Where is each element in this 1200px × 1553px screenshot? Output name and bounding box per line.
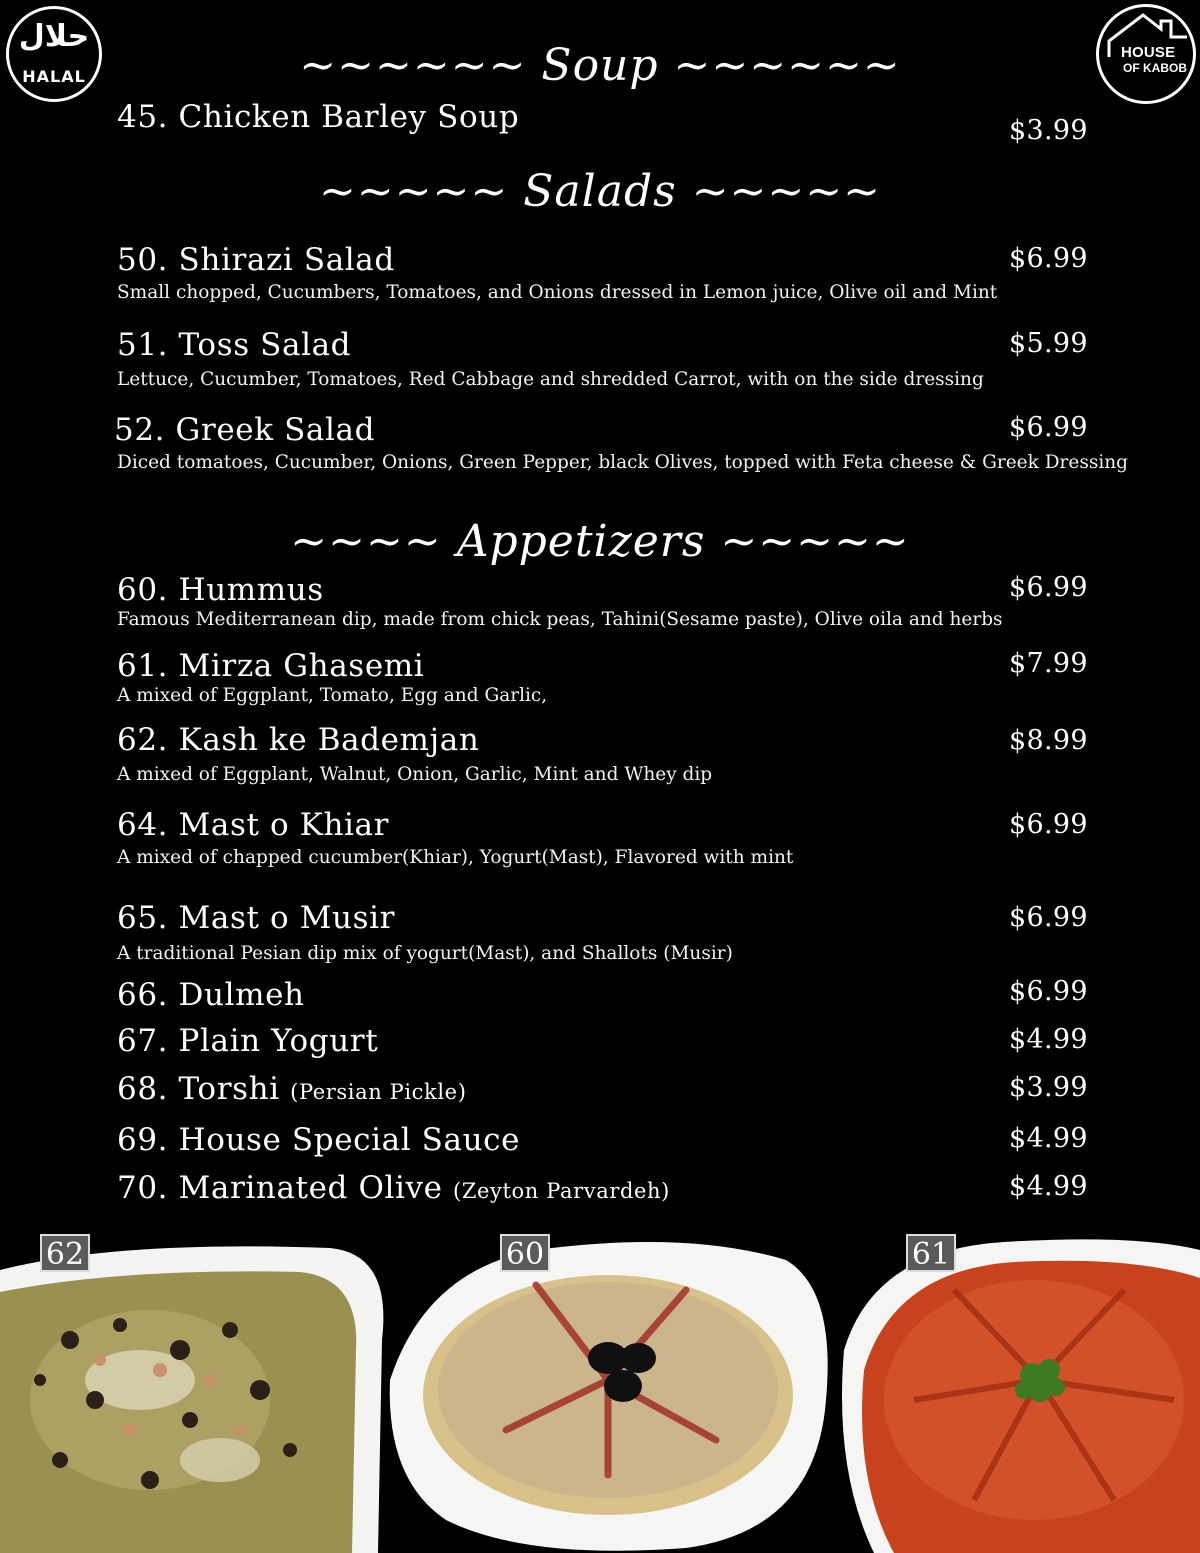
menu-item-price: $6.99 xyxy=(1009,902,1088,933)
menu-item-description: Small chopped, Cucumbers, Tomatoes, and Onions dressed in Lemon juice, Olive oil and Mint xyxy=(117,282,998,303)
menu-item-description: A mixed of Eggplant, Walnut, Onion, Garlic, Mint and Whey dip xyxy=(117,764,713,785)
menu-item-price: $6.99 xyxy=(1009,412,1088,443)
menu-item-description: Famous Mediterranean dip, made from chick peas, Tahini(Sesame paste), Olive oila and herbs xyxy=(117,609,1003,630)
menu-item-description: Lettuce, Cucumber, Tomatoes, Red Cabbage and shredded Carrot, with on the side dressing xyxy=(117,369,984,390)
menu-item-name: 65. Mast o Musir xyxy=(117,900,396,936)
menu-item-description: A mixed of Eggplant, Tomato, Egg and Garlic, xyxy=(117,685,548,706)
menu-item-name: 50. Shirazi Salad xyxy=(117,242,395,278)
menu-item-name: 66. Dulmeh xyxy=(117,977,305,1013)
menu-item-name: 61. Mirza Ghasemi xyxy=(117,648,425,684)
photo-kashke-bademjan xyxy=(0,1230,400,1553)
menu-item-price: $4.99 xyxy=(1009,1024,1088,1055)
logo-line-of-kabob: OF KABOB xyxy=(1123,61,1187,75)
menu-item-name: 62. Kash ke Bademjan xyxy=(117,722,480,758)
menu-item-price: $6.99 xyxy=(1009,243,1088,274)
menu-item-name: 69. House Special Sauce xyxy=(117,1122,521,1158)
photo-badge: 60 xyxy=(500,1234,550,1272)
menu-item-price: $5.99 xyxy=(1009,328,1088,359)
menu-item-price: $6.99 xyxy=(1009,572,1088,603)
menu-item-price: $6.99 xyxy=(1009,976,1088,1007)
menu-item-price: $3.99 xyxy=(1009,1072,1088,1103)
menu-item-name-text: 68. Torshi xyxy=(117,1071,280,1107)
menu-item-name-text: 70. Marinated Olive xyxy=(117,1170,443,1206)
menu-item-name: 52. Greek Salad xyxy=(114,412,376,448)
menu-item-name: 51. Toss Salad xyxy=(117,327,352,363)
menu-item-description: Diced tomatoes, Cucumber, Onions, Green Pepper, black Olives, topped with Feta cheese & Greek Dressing xyxy=(117,452,1129,473)
menu-item-description: A mixed of chapped cucumber(Khiar), Yogurt(Mast), Flavored with mint xyxy=(117,847,794,868)
menu-item-name: 67. Plain Yogurt xyxy=(117,1023,379,1059)
menu-item-name: 45. Chicken Barley Soup xyxy=(117,99,520,135)
logo-line-house: HOUSE xyxy=(1121,44,1176,61)
menu-item-note: (Zeyton Parvardeh) xyxy=(453,1179,670,1203)
menu-item-name: 64. Mast o Khiar xyxy=(117,807,390,843)
halal-text: HALAL xyxy=(22,67,86,86)
photo-mirza-ghasemi xyxy=(834,1230,1200,1553)
menu-item-price: $3.99 xyxy=(1009,115,1088,146)
menu-item-name xyxy=(117,1071,467,1107)
section-heading-salads: ~~~~~ Salads ~~~~~ xyxy=(318,166,882,217)
section-heading-appetizers: ~~~~ Appetizers ~~~~~ xyxy=(290,516,910,567)
photo-badge: 61 xyxy=(906,1234,956,1272)
menu-item-name: 60. Hummus xyxy=(117,572,324,608)
menu-item-price: $4.99 xyxy=(1009,1123,1088,1154)
photo-hummus xyxy=(386,1230,832,1553)
photo-badge: 62 xyxy=(40,1234,90,1272)
menu-item-name xyxy=(117,1170,670,1206)
menu-item-description: A traditional Pesian dip mix of yogurt(Mast), and Shallots (Musir) xyxy=(117,943,733,964)
menu-item-price: $4.99 xyxy=(1009,1171,1088,1202)
menu-item-price: $6.99 xyxy=(1009,809,1088,840)
menu-item-price: $7.99 xyxy=(1009,648,1088,679)
halal-arabic-text: حلال xyxy=(18,19,90,54)
menu-item-price: $8.99 xyxy=(1009,725,1088,756)
menu-item-note: (Persian Pickle) xyxy=(290,1080,467,1104)
section-heading-soup: ~~~~~~ Soup ~~~~~~ xyxy=(299,40,901,91)
